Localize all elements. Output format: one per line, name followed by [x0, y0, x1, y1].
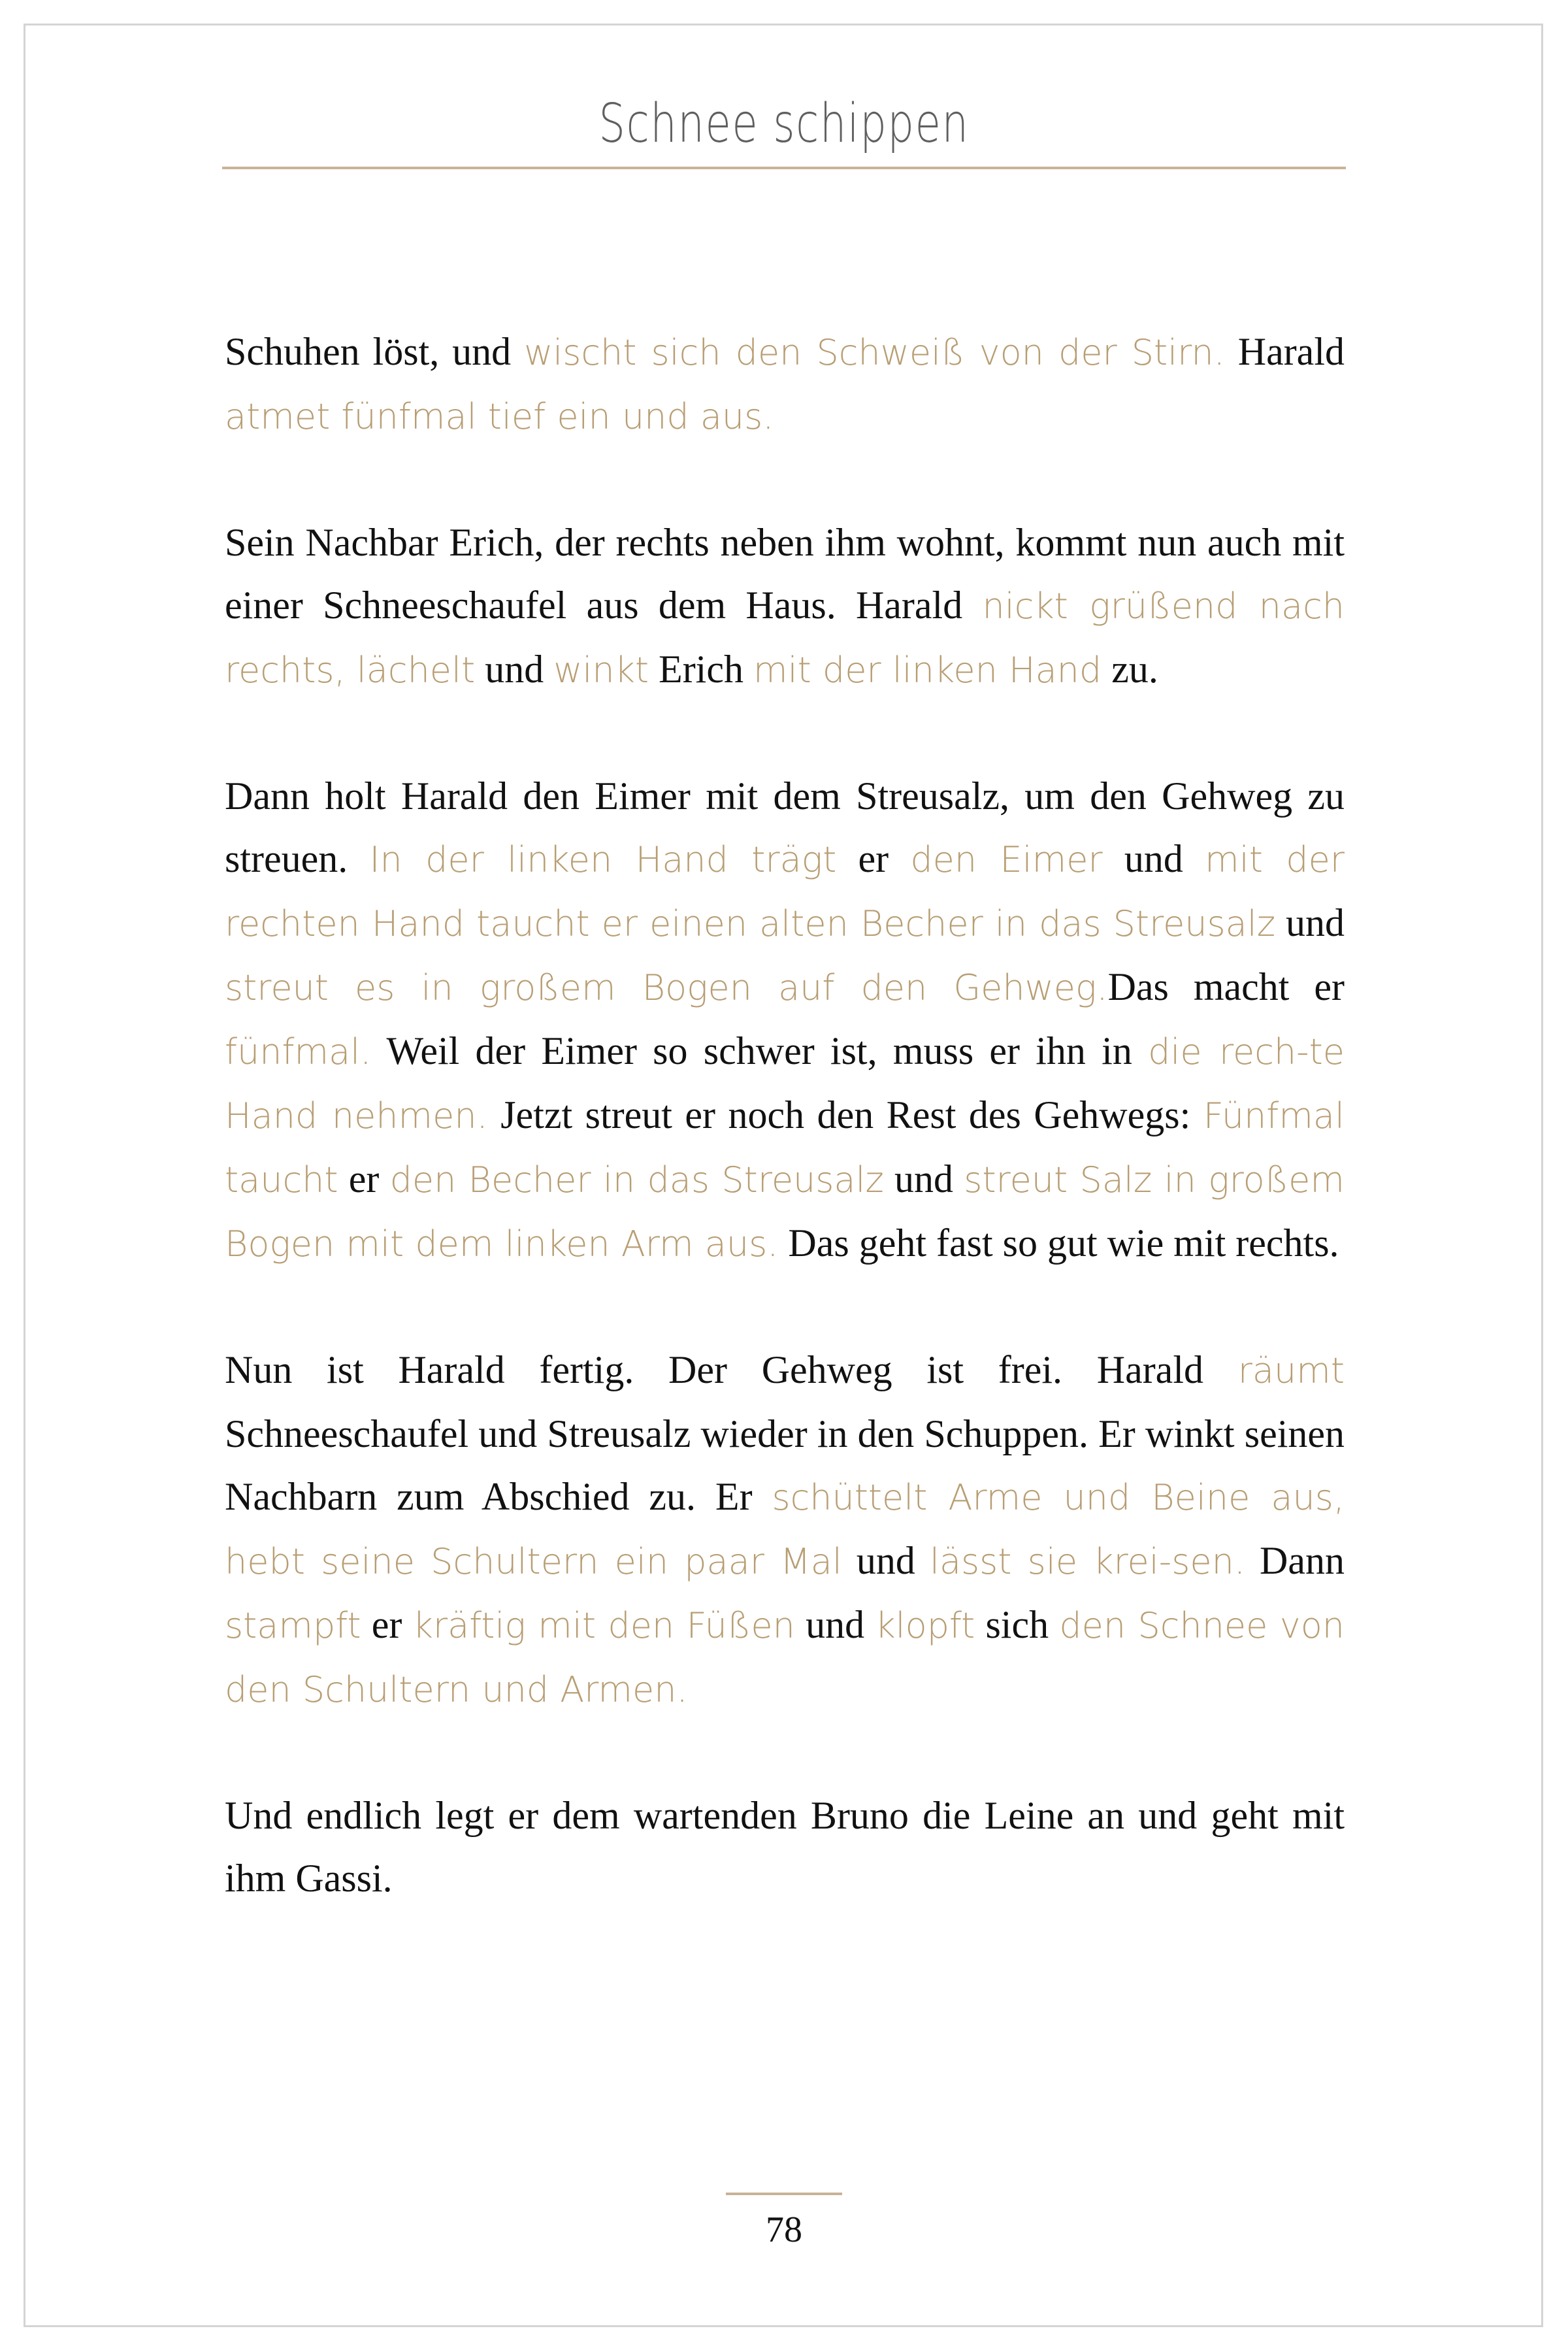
highlighted-phrase: räumt — [1237, 1350, 1345, 1391]
body-phrase: und — [794, 1603, 875, 1646]
highlighted-phrase: mit der rechten Hand taucht er einen alten Becher in das Streusalz — [225, 839, 1345, 944]
body-phrase: und — [883, 1157, 964, 1201]
highlighted-phrase: kräftig mit den Füßen — [412, 1605, 795, 1646]
paragraph — [225, 511, 1345, 702]
highlighted-phrase: stampft — [225, 1605, 361, 1646]
body-phrase: und — [1275, 901, 1345, 944]
body-phrase: und — [1102, 837, 1205, 880]
paragraph — [225, 765, 1345, 1276]
highlighted-phrase: nickt grüßend nach rechts, lächelt — [225, 586, 1345, 691]
body-phrase: Weil der Eimer so schwer ist, muss er ihn in — [371, 1029, 1149, 1072]
body-phrase: Das geht fast so gut wie mit rechts. — [778, 1221, 1339, 1265]
highlighted-phrase: mit der linken Hand — [753, 650, 1102, 691]
paragraph — [225, 1338, 1345, 1721]
footer-rule — [726, 2193, 842, 2195]
body-phrase: Dann holt Harald den Eimer mit dem Streusalz, um den Gehweg zu streuen. — [225, 774, 1345, 880]
page-header — [222, 78, 1346, 170]
highlighted-phrase: die rech-te Hand nehmen. — [225, 1031, 1345, 1136]
highlighted-phrase: streut Salz in großem Bogen mit dem linken Arm aus. — [225, 1159, 1345, 1265]
body-phrase: Schuhen löst, und — [225, 330, 525, 373]
body-phrase: Schneeschaufel und Streusalz wieder in den Schuppen. Er winkt seinen Nachbarn zum Abschied zu. Er — [225, 1412, 1345, 1518]
body-phrase: Erich — [649, 648, 753, 691]
highlighted-phrase: streut es in großem Bogen auf den Gehweg. — [225, 967, 1108, 1008]
paragraph — [225, 1784, 1345, 1910]
body-phrase: Und endlich legt er dem wartenden Bruno die Leine an und geht mit ihm Gassi. — [225, 1794, 1345, 1900]
highlighted-phrase: lässt sie krei-sen. — [929, 1541, 1245, 1582]
body-text — [225, 320, 1345, 1972]
body-phrase: zu. — [1102, 648, 1158, 691]
page-title: Schnee schippen — [598, 93, 970, 155]
highlighted-phrase: winkt — [553, 650, 649, 691]
body-phrase: er — [338, 1157, 390, 1201]
highlighted-phrase: schüttelt Arme und Beine aus, hebt seine Schultern ein paar Mal — [225, 1477, 1345, 1582]
highlighted-phrase: wischt sich den Schweiß von der Stirn. — [524, 332, 1225, 373]
body-phrase: er — [836, 837, 911, 880]
page-number: 78 — [766, 2210, 802, 2250]
highlighted-phrase: klopft — [875, 1605, 975, 1646]
highlighted-phrase: den Eimer — [910, 839, 1103, 880]
highlighted-phrase: In der linken Hand trägt — [369, 839, 837, 880]
body-phrase: Nun ist Harald fertig. Der Gehweg ist frei. Harald — [225, 1348, 1238, 1391]
body-phrase: Das macht er — [1107, 965, 1345, 1008]
body-phrase: und — [841, 1539, 930, 1582]
body-phrase: er — [361, 1603, 413, 1646]
body-phrase: Harald — [1224, 330, 1345, 373]
highlighted-phrase: den Becher in das Streusalz — [389, 1159, 884, 1201]
page-footer — [719, 2193, 849, 2259]
body-phrase: Dann — [1245, 1539, 1345, 1582]
body-phrase: und — [475, 648, 554, 691]
paragraph — [225, 320, 1345, 448]
highlighted-phrase: atmet fünfmal tief ein und aus. — [225, 396, 774, 437]
highlighted-phrase: fünfmal. — [225, 1031, 372, 1072]
body-phrase: Jetzt streut er noch den Rest des Gehwegs: — [487, 1093, 1203, 1136]
highlighted-phrase: Fünfmal taucht — [225, 1095, 1345, 1201]
header-rule — [222, 167, 1346, 169]
body-phrase: Sein Nachbar Erich, der rechts neben ihm wohnt, kommt nun auch mit einer Schneeschaufel aus dem Haus. Harald — [225, 521, 1345, 627]
body-phrase: sich — [975, 1603, 1060, 1646]
highlighted-phrase: den Schnee von den Schultern und Armen. — [225, 1605, 1345, 1710]
